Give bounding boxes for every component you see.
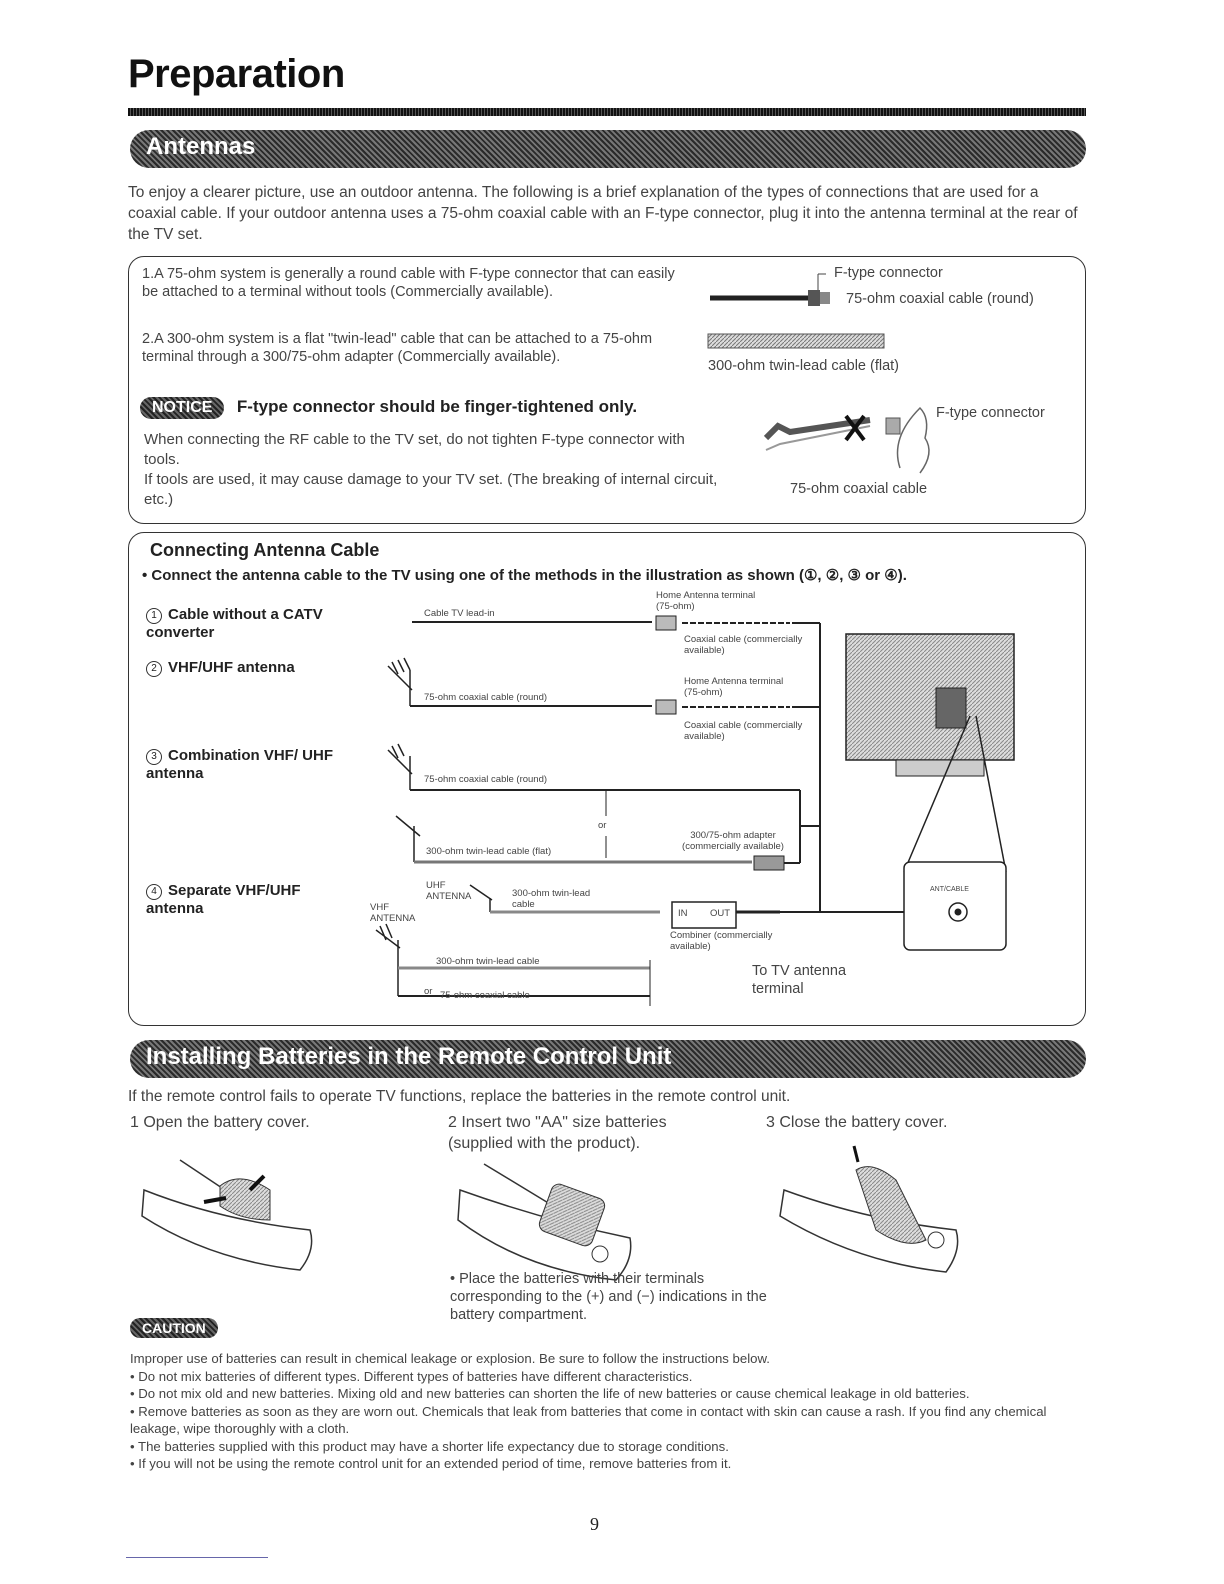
battery-step-2-num: 2 xyxy=(448,1114,457,1131)
connecting-instruction: • Connect the antenna cable to the TV using one of the methods in the illustration as shown (①, ②, ③ or ④). xyxy=(142,567,907,584)
antennas-intro: To enjoy a clearer picture, use an outdoor antenna. The following is a brief explanation of the types of connections that are used for a coaxial cable. If your outdoor antenna uses a 75-ohm coaxial cable with an F-type connector, plug it into the antenna terminal at the rear of the TV set. xyxy=(128,184,1078,243)
page-title: Preparation xyxy=(128,52,345,96)
ant-cable-label: ANT/CABLE xyxy=(930,886,969,893)
twinlead-flat-label-2: 300-ohm twin-lead cable (flat) xyxy=(426,846,552,857)
combiner-in-label: IN xyxy=(678,908,688,919)
battery-step-3 xyxy=(766,1112,1046,1133)
remote-open-cover-figure xyxy=(140,1150,330,1280)
coax-round-label-1: 75-ohm coaxial cable (round) xyxy=(424,692,548,703)
ftype-connector-label: F-type connector xyxy=(834,265,943,281)
notice-body: When connecting the RF cable to the TV set, do not tighten F-type connector with tools. If tools are used, it may cause damage to your TV set. (The breaking of internal circuit, etc.) xyxy=(144,431,718,508)
caution-item-2: • Do not mix old and new batteries. Mixing old and new batteries can shorten the life of new batteries or cause chemical leakage in old batteries. xyxy=(130,1386,970,1401)
cable-tv-leadin-label: Cable TV lead-in xyxy=(424,608,495,619)
caution-block xyxy=(130,1350,1090,1473)
vhf-antenna-label: VHF ANTENNA xyxy=(370,902,416,924)
method-2-label: VHF/UHF antenna xyxy=(168,659,295,676)
battery-step-3-num: 3 xyxy=(766,1114,775,1131)
batteries-heading-band xyxy=(130,1040,1086,1078)
adapter-label: 300/75-ohm adapter (commercially available) xyxy=(682,830,784,852)
caution-badge: CAUTION xyxy=(130,1318,218,1338)
battery-step-1-num: 1 xyxy=(130,1114,139,1131)
or-label-1: or xyxy=(598,820,607,831)
method-3-label: Combination VHF/ UHF antenna xyxy=(146,747,333,782)
caution-intro: Improper use of batteries can result in chemical leakage or explosion. Be sure to follow the instructions below. xyxy=(130,1351,770,1366)
remote-close-cover-figure xyxy=(776,1140,976,1290)
caution-item-1: • Do not mix batteries of different types. Different types of batteries have different characteristics. xyxy=(130,1368,693,1384)
coax-comm-label-2: Coaxial cable (commercially available) xyxy=(684,720,803,742)
page-number: 9 xyxy=(590,1514,599,1534)
caution-badge-wrap xyxy=(130,1318,218,1338)
battery-step-1 xyxy=(130,1112,410,1133)
coax-round-label: 75-ohm coaxial cable (round) xyxy=(846,291,1034,307)
method-4-label: Separate VHF/UHF antenna xyxy=(146,882,301,917)
caution-item-4: • The batteries supplied with this product may have a shorter life expectancy due to storage conditions. xyxy=(130,1438,729,1454)
to-tv-terminal-label: To TV antenna terminal xyxy=(752,963,847,997)
method-3-number: 3 xyxy=(146,749,162,765)
twinlead-300-label: 300-ohm twin-lead cable xyxy=(512,888,591,910)
caution-item-5: • If you will not be using the remote control unit for an extended period of time, remove batteries from it. xyxy=(130,1456,732,1471)
battery-step-1-text: Open the battery cover. xyxy=(143,1114,310,1131)
caution-item-3: • Remove batteries as soon as they are worn out. Chemicals that leak from batteries that come in contact with skin can cause a rash. If you find any chemical leakage, wipe thoroughly with a cloth. xyxy=(130,1403,1047,1436)
method-2-number: 2 xyxy=(146,661,162,677)
antenna-item-2: 2.A 300-ohm system is a flat "twin-lead" cable that can be attached to a 75-ohm terminal through a 300/75-ohm adapter (Commercially available). xyxy=(142,331,653,365)
twinlead-flat-label: 300-ohm twin-lead cable (flat) xyxy=(708,358,900,374)
coax-comm-label-1: Coaxial cable (commercially available) xyxy=(684,634,803,656)
coax-75-label: 75-ohm coaxial cable xyxy=(440,990,530,1001)
or-label-2: or xyxy=(424,986,433,997)
connecting-title: Connecting Antenna Cable xyxy=(150,540,380,560)
home-antenna-label-1: Home Antenna terminal (75-ohm) xyxy=(656,590,756,612)
notice-badge: NOTICE xyxy=(140,397,224,419)
coax-round-label-2: 75-ohm coaxial cable (round) xyxy=(424,774,548,785)
antenna-item-1: 1.A 75-ohm system is generally a round cable with F-type connector that can easily be attached to a terminal without tools (Commercially available). xyxy=(142,266,675,300)
wrench-coax-label: 75-ohm coaxial cable xyxy=(790,481,928,497)
battery-step-3-text: Close the battery cover. xyxy=(779,1114,948,1131)
method-1-number: 1 xyxy=(146,608,162,624)
combiner-out-label: OUT xyxy=(710,908,731,919)
method-4-number: 4 xyxy=(146,884,162,900)
antennas-heading: Antennas xyxy=(146,133,256,160)
battery-place-note: • Place the batteries with their terminals corresponding to the (+) and (−) indications in the battery compartment. xyxy=(450,1271,767,1323)
batteries-intro: If the remote control fails to operate TV functions, replace the batteries in the remote control unit. xyxy=(128,1088,791,1105)
uhf-antenna-label: UHF ANTENNA xyxy=(426,880,472,902)
wrench-ftype-label: F-type connector xyxy=(936,405,1045,421)
notice-title: F-type connector should be finger-tightened only. xyxy=(236,397,638,416)
combiner-label: Combiner (commercially available) xyxy=(670,930,773,952)
batteries-heading: Installing Batteries in the Remote Control Unit xyxy=(146,1043,672,1070)
method-1-label: Cable without a CATV converter xyxy=(146,606,323,641)
battery-step-2-text: Insert two "AA" size batteries (supplied with the product). xyxy=(448,1114,667,1152)
home-antenna-label-2: Home Antenna terminal (75-ohm) xyxy=(684,676,784,698)
battery-step-2 xyxy=(448,1112,728,1154)
footer-line xyxy=(126,1557,268,1558)
twinlead-300b-label: 300-ohm twin-lead cable xyxy=(436,956,540,967)
